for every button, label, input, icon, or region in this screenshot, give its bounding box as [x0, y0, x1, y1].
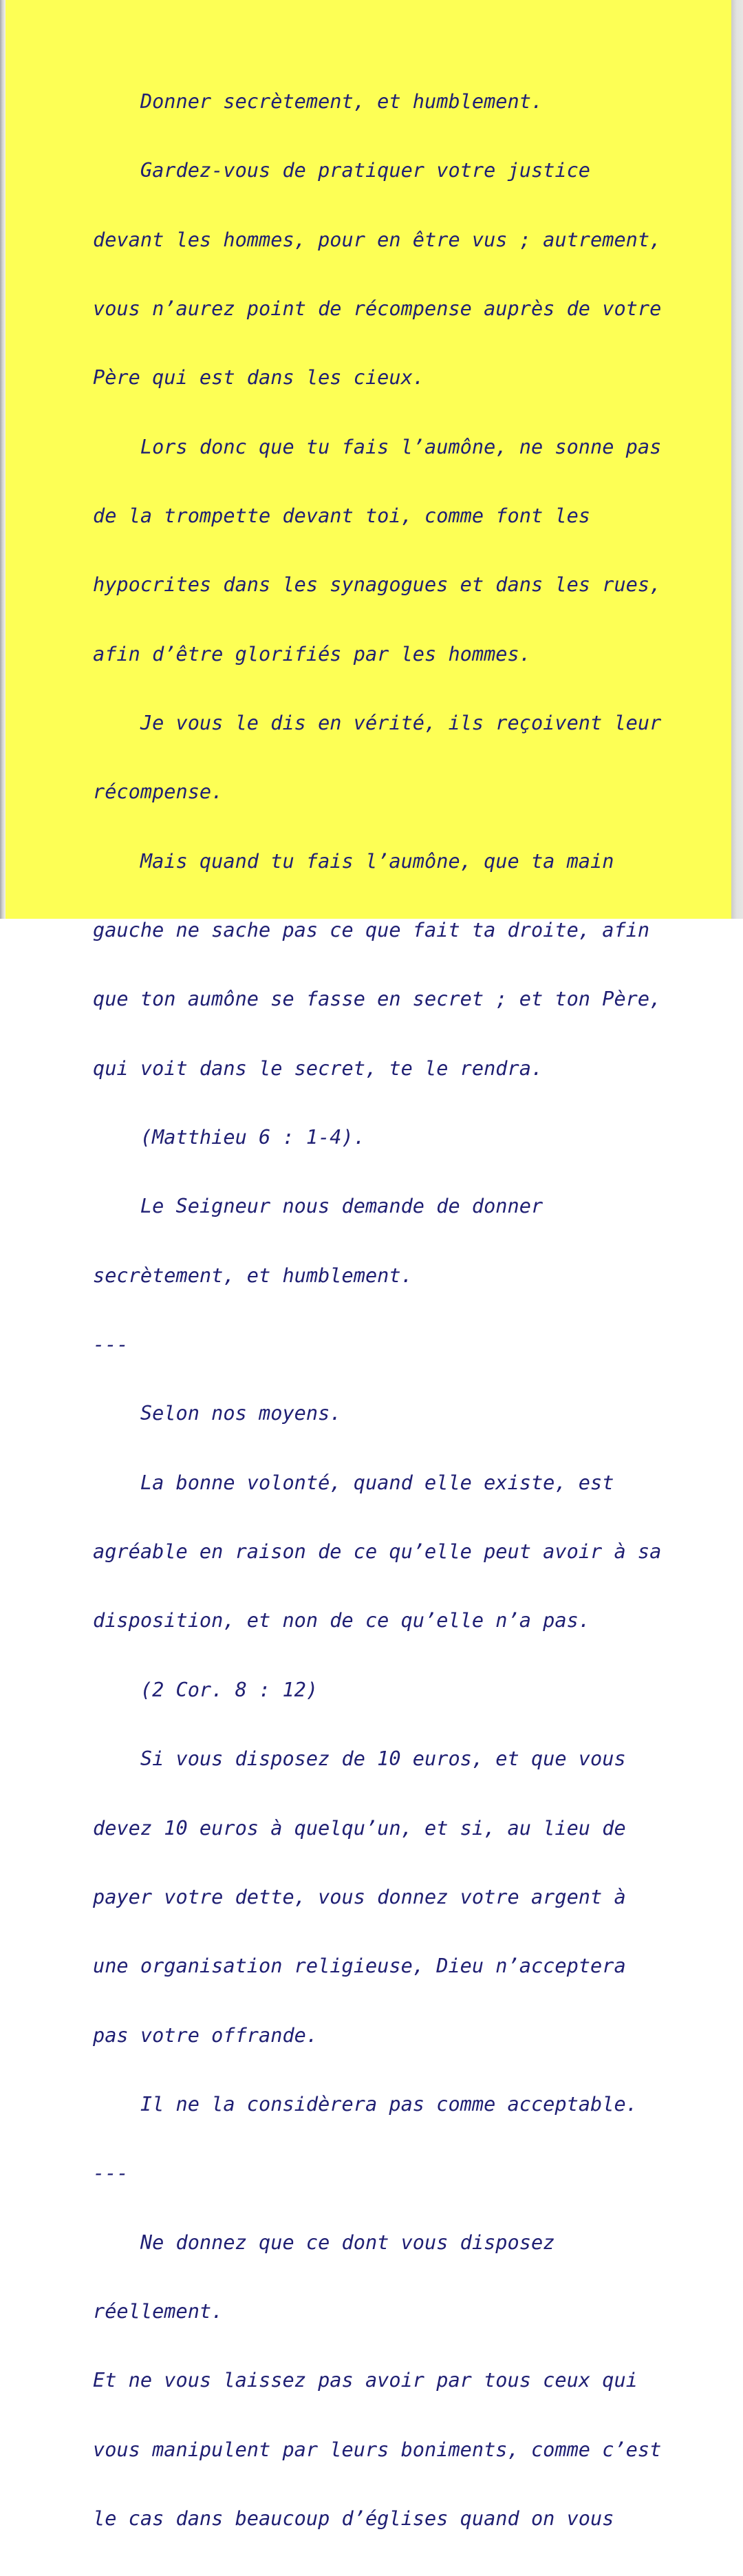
text-line: que ton aumône se fasse en secret ; et ton Père,	[93, 987, 662, 1011]
text-line: Donner secrètement, et humblement.	[93, 89, 543, 113]
text-line: agréable en raison de ce qu’elle peut avoir à sa	[93, 1540, 662, 1564]
text-line: une organisation religieuse, Dieu n’acceptera	[93, 1954, 626, 1978]
separator-line: ---	[93, 1332, 129, 1356]
text-line: Si vous disposez de 10 euros, et que vous	[93, 1747, 626, 1771]
page-left-edge	[0, 0, 6, 919]
text-line: devez 10 euros à quelqu’un, et si, au lieu de	[93, 1816, 626, 1840]
text-line: de la trompette devant toi, comme font les	[93, 503, 591, 527]
text-line: vous n’aurez point de récompense auprès de votre	[93, 296, 662, 320]
text-line: secrètement, et humblement.	[93, 1263, 413, 1287]
text-line: gauche ne sache pas ce que fait ta droite, afin	[93, 918, 650, 942]
text-line: vous manipulent par leurs boniments, comme c’est	[93, 2437, 662, 2461]
text-line: Lors donc que tu fais l’aumône, ne sonne pas	[93, 434, 662, 458]
text-line: afin d’être glorifiés par les hommes.	[93, 641, 531, 666]
text-line: Il ne la considèrera pas comme acceptable.	[93, 2091, 638, 2116]
document-page	[6, 0, 731, 2530]
text-line: qui voit dans le secret, te le rendra.	[93, 1056, 543, 1080]
text-line: La bonne volonté, quand elle existe, est	[93, 1470, 614, 1494]
document-text	[93, 44, 661, 2576]
text-line: le cas dans beaucoup d’églises quand on vous	[93, 2506, 614, 2530]
text-line: Le Seigneur nous demande de donner	[93, 1194, 543, 1218]
text-line: hypocrites dans les synagogues et dans les rues,	[93, 573, 662, 597]
text-line: récompense.	[93, 780, 224, 804]
text-line: Père qui est dans les cieux.	[93, 365, 425, 390]
page-right-edge	[731, 0, 743, 919]
text-line: réellement.	[93, 2299, 224, 2323]
separator-line: ---	[93, 2161, 129, 2185]
text-line: disposition, et non de ce qu’elle n’a pas.	[93, 1608, 591, 1632]
text-line: (Matthieu 6 : 1-4).	[93, 1125, 365, 1149]
text-line: Gardez-vous de pratiquer votre justice	[93, 158, 591, 182]
text-line: devant les hommes, pour en être vus ; autrement,	[93, 227, 662, 251]
text-line: pas votre offrande.	[93, 2023, 319, 2047]
text-line: Ne donnez que ce dont vous disposez	[93, 2230, 555, 2254]
text-line: payer votre dette, vous donnez votre argent à	[93, 1884, 626, 1908]
text-line: (2 Cor. 8 : 12)	[93, 1677, 319, 1701]
text-line: Mais quand tu fais l’aumône, que ta main	[93, 849, 614, 873]
text-line: Et ne vous laissez pas avoir par tous ceux qui	[93, 2368, 638, 2392]
text-line: Selon nos moyens.	[93, 1401, 342, 1425]
text-line: Je vous le dis en vérité, ils reçoivent leur	[93, 711, 662, 734]
